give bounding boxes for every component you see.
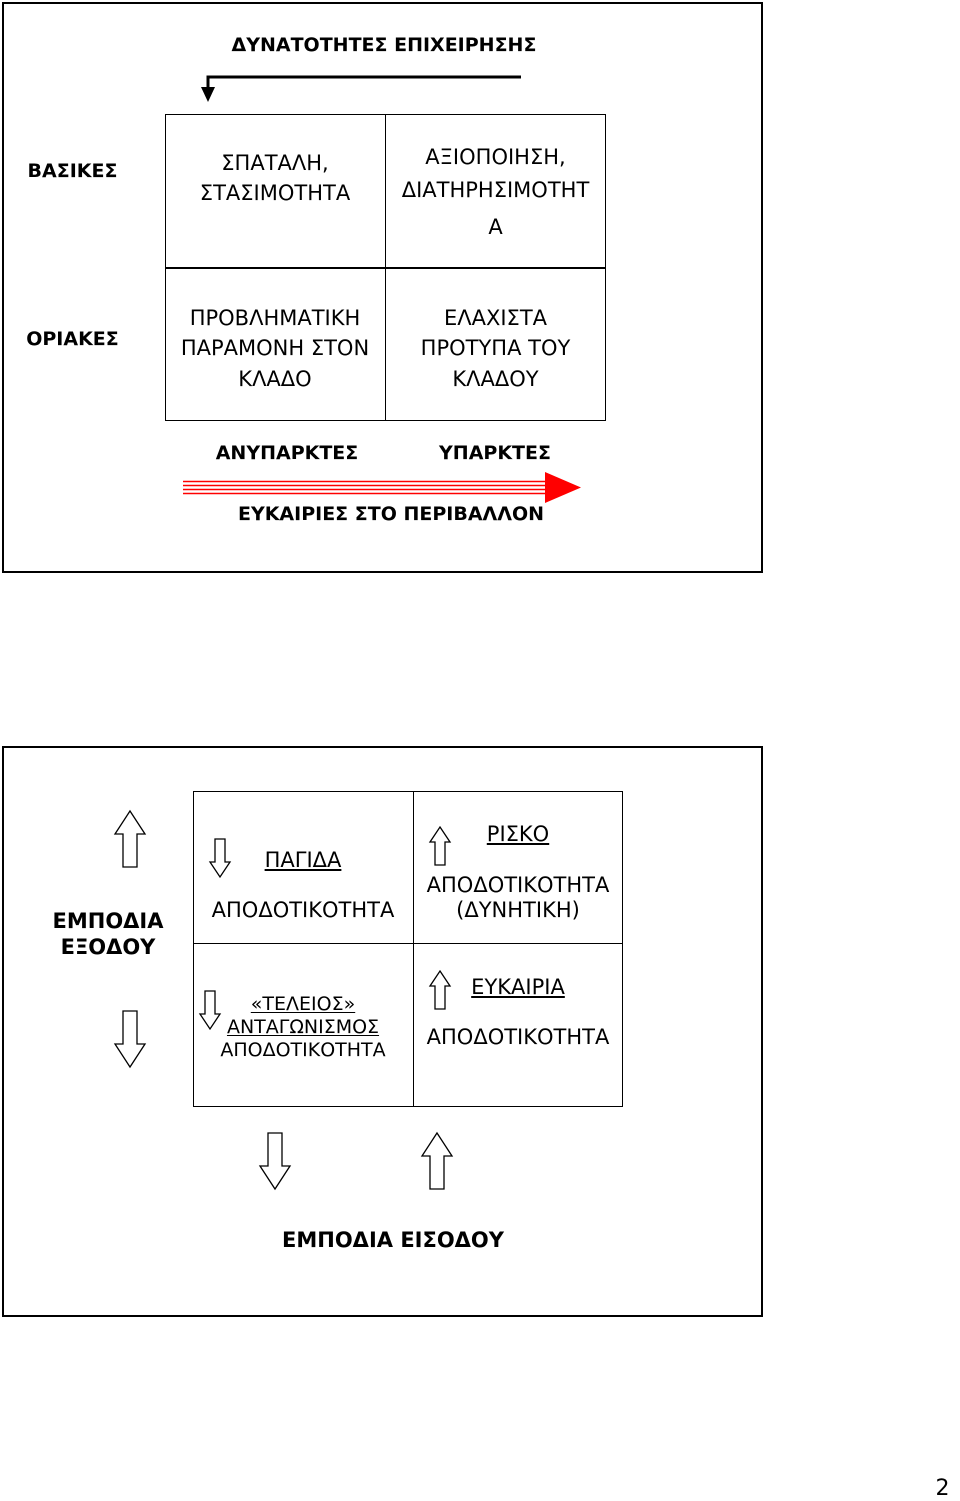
cell-heading: ΕΥΚΑΙΡΙΑ [471,975,565,999]
matrix-grid [193,791,623,1107]
matrix-cell-bottom-left [165,268,385,421]
cell-text-line: ΣΤΑΣΙΜΟΤΗΤΑ [199,181,351,205]
matrix-cell-top-right [413,791,623,943]
cell-text-line: ΚΛΑΔΟΥ [452,367,539,391]
cell-text-line: ΑΠΟΔΟΤΙΚΟΤΗΤΑ [426,873,610,897]
cell-heading: ΠΑΓΙΔΑ [264,848,342,872]
down-arrow-icon [114,1010,146,1068]
matrix-cell-bottom-right [413,943,623,1107]
page-number: 2 [935,1476,950,1501]
horizontal-axis-label: ΕΥΚΑΙΡΙΕΣ ΣΤΟ ΠΕΡΙΒΑΛΛΟΝ [237,503,545,525]
cell-heading: «ΤΕΛΕΙΟΣ» [250,993,356,1015]
slide-capabilities-matrix [0,0,960,580]
row-label-basic: ΒΑΣΙΚΕΣ [27,160,118,182]
cell-text-line: Α [488,215,503,239]
left-down-arrow-icon [190,66,530,106]
arrow-shaft [208,77,521,88]
cell-text-line: ΑΠΟΔΟΤΙΚΟΤΗΤΑ [220,1039,386,1061]
cell-text-line: ΚΛΑΔΟ [238,367,312,391]
cell-text-line: ΑΠΟΔΟΤΙΚΟΤΗΤΑ [426,1025,610,1049]
matrix-cell-bottom-right [385,268,606,421]
matrix-cell-top-left [193,791,413,943]
matrix-cell-bottom-left [193,943,413,1107]
up-arrow-icon [421,1132,453,1190]
cell-heading: ΑΝΤΑΓΩΝΙΣΜΟΣ [226,1016,380,1038]
red-arrow-head [545,472,581,503]
cell-text-line: ΠΑΡΑΜΟΝΗ ΣΤΟΝ [180,336,370,360]
matrix-cell-top-right [385,114,606,268]
column-label: ΕΜΠΟΔΙΑ ΕΙΣΟΔΟΥ [282,1228,504,1252]
arrow-head [201,87,215,102]
column-label-existing: ΥΠΑΡΚΤΕΣ [439,442,551,464]
cell-text-line: ΕΛΑΧΙΣΤΑ [443,306,548,330]
slide-barriers-matrix [0,744,960,1324]
cell-heading: ΡΙΣΚΟ [486,822,550,846]
down-arrow-icon [259,1132,291,1190]
cell-text-line: ΑΠΟΔΟΤΙΚΟΤΗΤΑ [211,898,395,922]
row-label-line: ΕΞΟΔΟΥ [60,935,156,959]
cell-text-line: ΠΡΟΒΛΗΜΑΤΙΚΗ [189,306,361,330]
cell-text-line: ΔΙΑΤΗΡΗΣΙΜΟΤΗΤ [401,178,590,202]
row-label-marginal: ΟΡΙΑΚΕΣ [26,328,119,350]
cell-text-line: (ΔΥΝΗΤΙΚΗ) [456,898,580,922]
row-label-line: ΕΜΠΟΔΙΑ [52,909,164,933]
cell-text-line: ΣΠΑΤΑΛΗ, [221,151,329,175]
up-arrow-icon [114,810,146,868]
matrix-cell-top-left [165,114,385,268]
cell-text-line: ΑΞΙΟΠΟΙΗΣΗ, [425,145,566,169]
matrix-grid [165,114,606,421]
column-label-nonexistent: ΑΝΥΠΑΡΚΤΕΣ [215,442,359,464]
slide-title: ΔΥΝΑΤΟΤΗΤΕΣ ΕΠΙΧΕΙΡΗΣΗΣ [231,34,537,56]
cell-text-line: ΠΡΟΤΥΠΑ ΤΟΥ [420,336,571,360]
